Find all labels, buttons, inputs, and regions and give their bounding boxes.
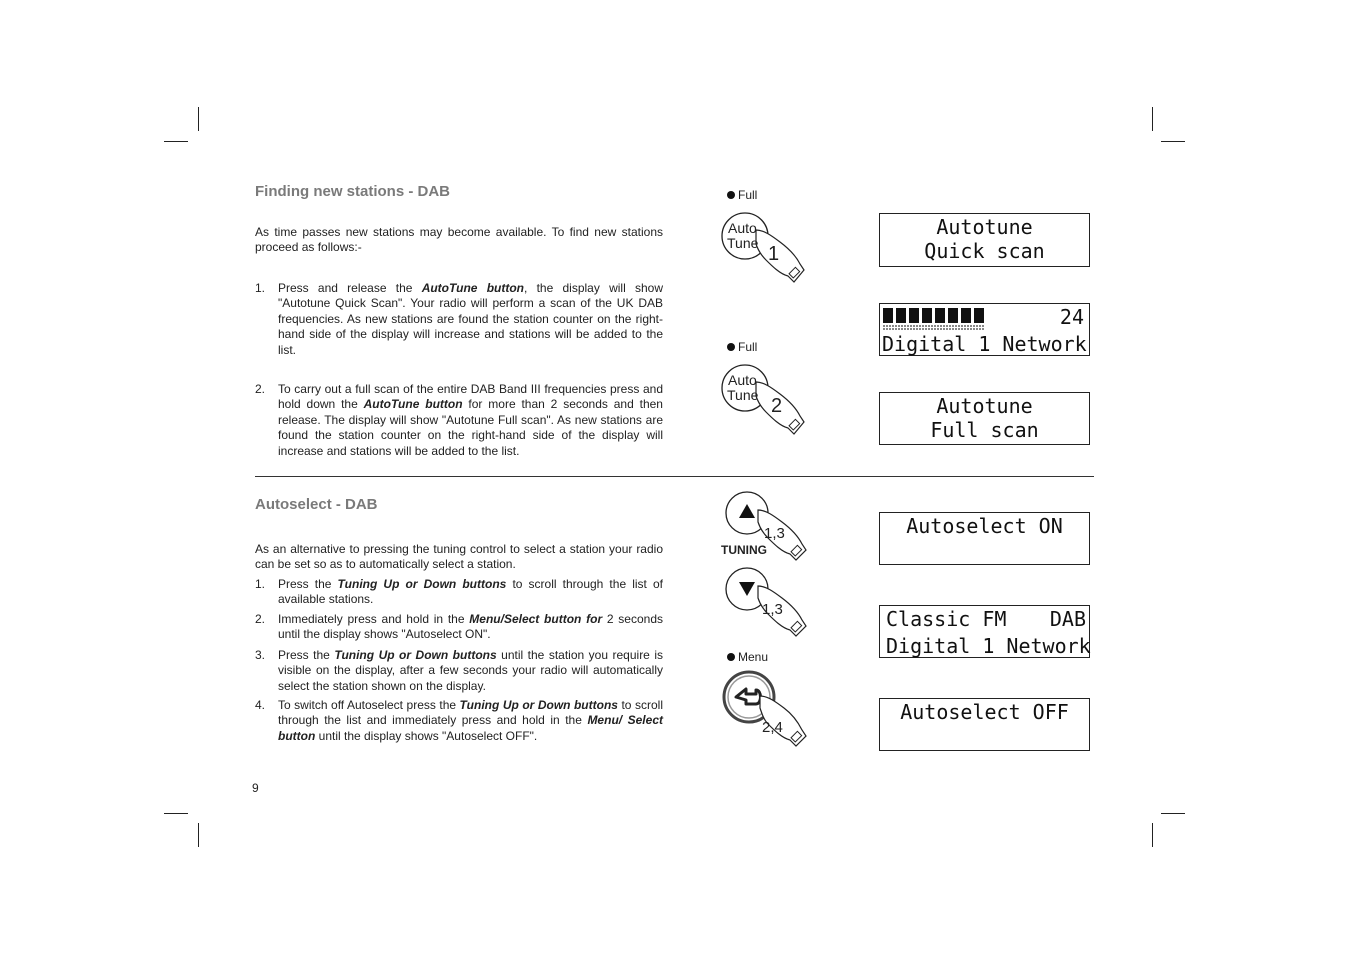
step-badge: 1 (768, 243, 780, 265)
station-counter: 24 (1059, 305, 1084, 329)
display-line-1: Autoselect ON (906, 514, 1063, 538)
section2-step-3 (255, 648, 663, 694)
section-divider (255, 476, 1094, 477)
step-number: 1. (255, 577, 266, 591)
section2-step-2 (255, 612, 663, 643)
menu-select-button-press-icon (722, 670, 822, 760)
tuning-label: TUNING (721, 543, 767, 557)
section-title-autoselect: Autoselect - DAB (255, 496, 378, 513)
step-number: 3. (255, 648, 266, 662)
autotune-line2: Tune (727, 387, 759, 403)
display-station-name: Classic FM (886, 607, 1007, 631)
display-scanning-progress (879, 303, 1090, 356)
step-number: 1. (255, 281, 266, 295)
section1-step-1 (255, 281, 663, 358)
step-text: To carry out a full scan of the entire DAB Band III frequencies press and hold down the AutoTune button for more than 2 seconds and then release. The display will show "Autotune Full scan". As new stations are found the station counter on the right-hand side of the display will increase and stations will be added to the list. (278, 382, 663, 458)
crop-mark (198, 107, 199, 131)
display-band: DAB (1049, 607, 1086, 631)
step-number: 4. (255, 698, 266, 712)
display-classic-fm (879, 605, 1090, 658)
crop-mark (164, 813, 188, 814)
display-autotune-quick-scan (879, 213, 1090, 267)
bullet-dot-icon (727, 653, 735, 661)
display-line-2: Full scan (930, 418, 1039, 442)
step-text: Press the Tuning Up or Down buttons until the station you require is visible on the display, after a few seconds your radio will automatically select the station shown on the display. (278, 648, 664, 693)
crop-mark (164, 141, 188, 142)
step-text: Immediately press and hold in the Menu/Select button for 2 seconds until the display shows "Autoselect ON". (278, 612, 663, 642)
step-badge: 2,4 (762, 719, 783, 736)
crop-mark (1152, 823, 1153, 847)
full-label: Full (727, 340, 757, 354)
section2-step-1 (255, 577, 663, 608)
step-text: To switch off Autoselect press the Tuning Up or Down buttons to scroll through the list and immediately press and hold in the Menu/ Select button until the display shows "Autoselect OFF". (278, 698, 663, 743)
menu-label: Menu (727, 650, 768, 664)
section1-step-2 (255, 382, 663, 459)
bullet-dot-icon (727, 191, 735, 199)
section2-step-4 (255, 698, 663, 744)
display-line-1: Autotune (936, 215, 1033, 239)
step-badge: 2 (771, 395, 783, 417)
step-number: 2. (255, 612, 266, 626)
autotune-line2: Tune (727, 235, 759, 251)
section-title-finding-stations: Finding new stations - DAB (255, 183, 450, 200)
bullet-dot-icon (727, 343, 735, 351)
section2-intro: As an alternative to pressing the tuning control to select a station your radio can be set so as to automatically select a station. (255, 542, 663, 572)
display-line-2: Quick scan (924, 239, 1045, 263)
step-badge: 1,3 (764, 525, 785, 542)
crop-mark (198, 823, 199, 847)
crop-mark (1161, 813, 1185, 814)
step-badge: 1,3 (762, 601, 783, 618)
crop-mark (1152, 107, 1153, 131)
page-number: 9 (252, 781, 259, 795)
autotune-line1: Auto (728, 372, 757, 388)
section1-intro: As time passes new stations may become available. To find new stations proceed as follows:- (255, 225, 663, 255)
autotune-button-press-icon (716, 360, 816, 440)
display-autoselect-on (879, 512, 1090, 565)
display-autotune-full-scan (879, 392, 1090, 445)
step-number: 2. (255, 382, 266, 396)
display-autoselect-off (879, 698, 1090, 751)
step-text: Press and release the AutoTune button, the display will show "Autotune Quick Scan". Your radio will perform a scan of the UK DAB frequencies. As new stations are found the station counter on the right-hand side of the display will increase and stations will be added to the list. (278, 281, 664, 357)
display-line-1: Autoselect OFF (900, 700, 1069, 724)
autotune-button-press-icon (716, 208, 816, 288)
display-line-2: Digital 1 Network (882, 332, 1087, 356)
full-label: Full (727, 188, 757, 202)
autotune-line1: Auto (728, 220, 757, 236)
crop-mark (1161, 141, 1185, 142)
step-text: Press the Tuning Up or Down buttons to scroll through the list of available stations. (278, 577, 663, 607)
display-line-1: Autotune (936, 394, 1033, 418)
tuning-down-button-press-icon (722, 564, 822, 644)
display-line-2: Digital 1 Network (886, 634, 1091, 658)
